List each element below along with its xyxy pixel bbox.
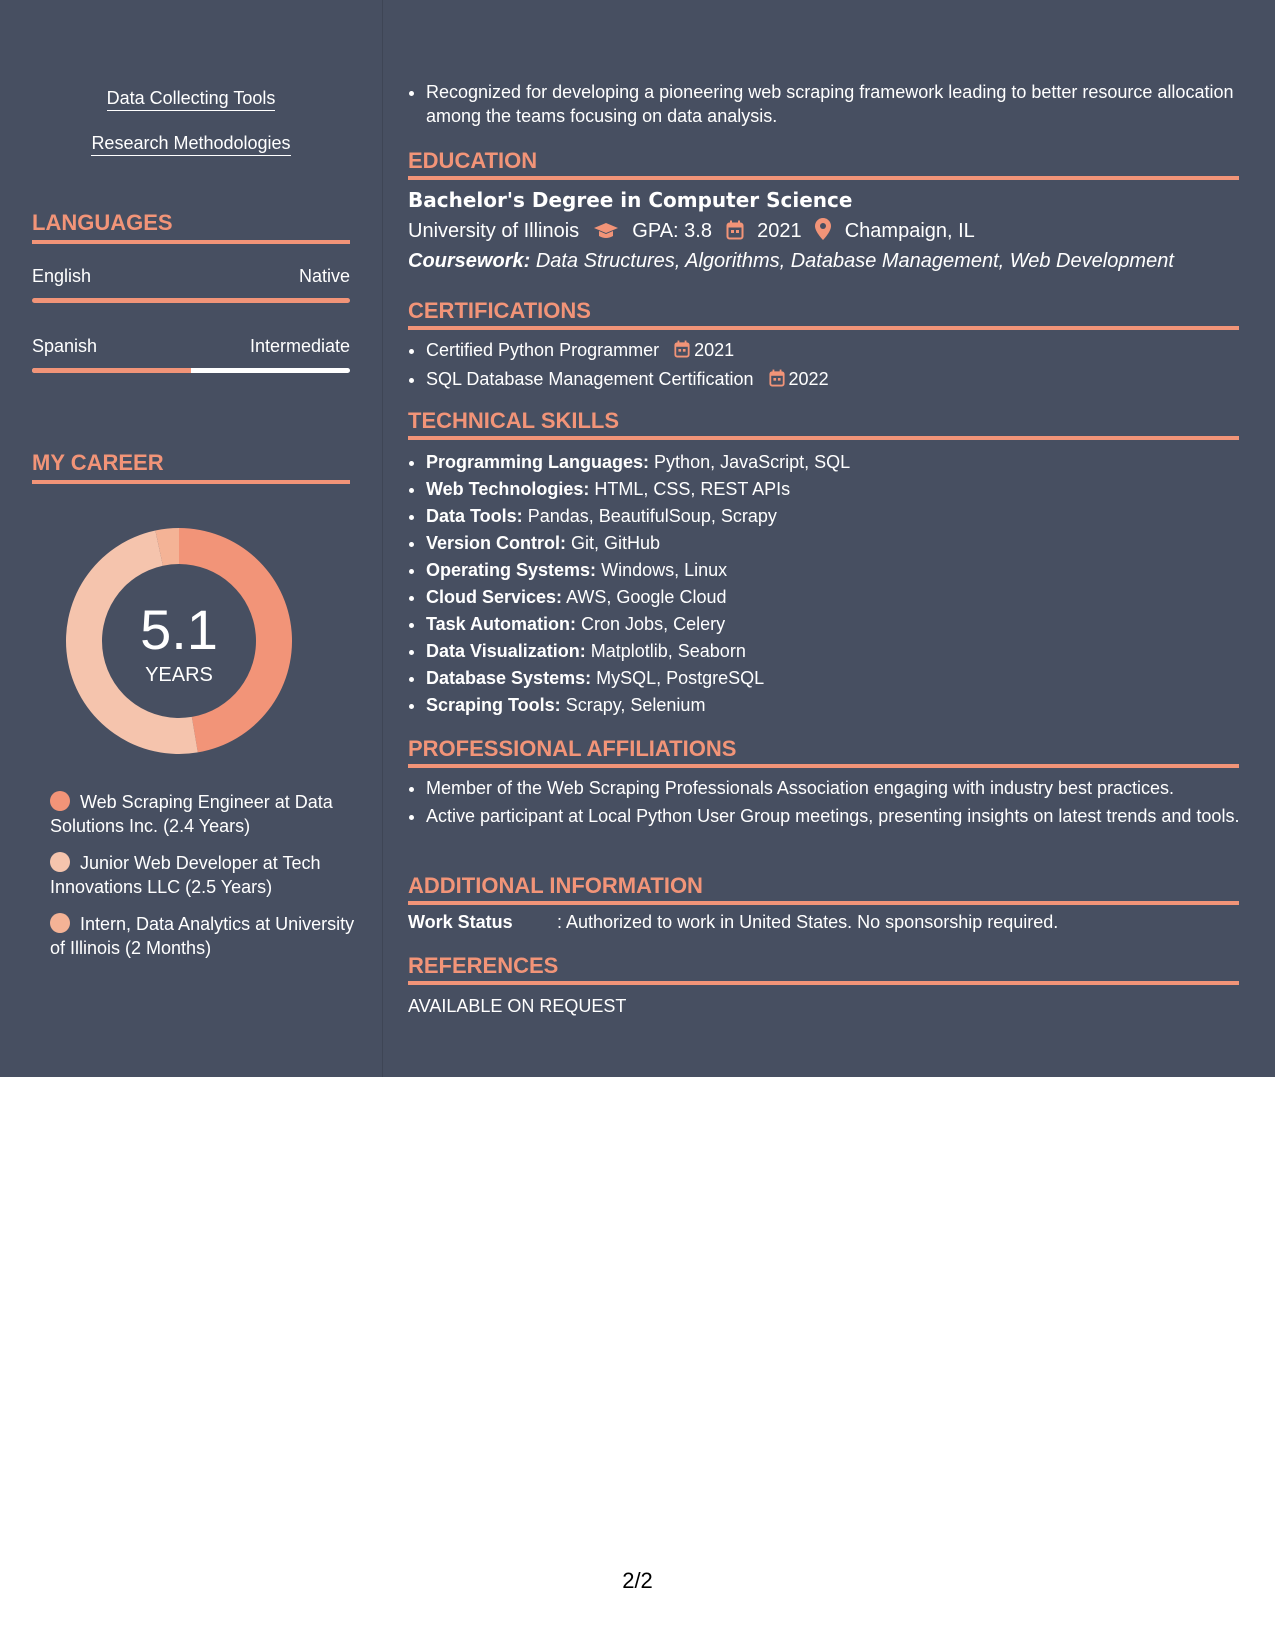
language-english: [32, 266, 350, 287]
technical-skill-label: Version Control:: [426, 533, 567, 553]
affiliations-list: [408, 776, 1257, 828]
skill-data-collecting-tools: [32, 88, 350, 109]
career-legend-label: Junior Web Developer at Tech Innovations LLC (2.5 Years): [50, 853, 321, 897]
affiliation-item: • Active participant at Local Python User Group meetings, presenting insights on latest trends and tools.: [426, 804, 1257, 828]
technical-skill-value: Windows, Linux: [601, 560, 728, 580]
technical-skill-item: [426, 504, 1257, 528]
references-heading: REFERENCES: [408, 953, 1239, 985]
technical-skill-label: Cloud Services:: [426, 587, 563, 607]
technical-skill-label: Scraping Tools:: [426, 695, 561, 715]
certification-name: SQL Database Management Certification: [426, 369, 754, 389]
technical-skill-item: [426, 477, 1257, 501]
education-location: Champaign, IL: [844, 220, 975, 242]
technical-skills-list: [408, 450, 1257, 720]
certification-year: 2022: [788, 369, 829, 389]
career-legend-label: Intern, Data Analytics at University of Illinois (2 Months): [50, 914, 355, 958]
certification-name: Certified Python Programmer: [426, 340, 660, 360]
career-legend: [50, 790, 360, 973]
technical-skill-value: AWS, Google Cloud: [566, 587, 727, 607]
education-details: [408, 218, 975, 246]
university-name: University of Illinois: [408, 220, 580, 242]
career-legend-item: [50, 790, 360, 838]
certification-item: [426, 367, 1257, 393]
technical-skill-label: Programming Languages:: [426, 452, 650, 472]
technical-skill-item: [426, 450, 1257, 474]
skill-label: Research Methodologies: [91, 133, 290, 156]
language-level: Intermediate: [249, 336, 350, 356]
technical-skill-item: [426, 531, 1257, 555]
languages-heading: LANGUAGES: [32, 210, 350, 244]
technical-skill-label: Database Systems:: [426, 668, 592, 688]
affiliation-item: • Member of the Web Scraping Professionals Association engaging with industry best practices.: [426, 776, 1257, 800]
gpa: GPA: 3.8: [632, 220, 712, 242]
coursework-label: Coursework:: [408, 250, 531, 272]
language-bar-fill: [32, 368, 191, 373]
technical-skills-heading: TECHNICAL SKILLS: [408, 408, 1239, 440]
graduation-cap-icon: [593, 222, 619, 246]
career-heading: MY CAREER: [32, 450, 350, 484]
certification-year: 2021: [694, 340, 735, 360]
certifications-list: [408, 338, 1257, 393]
legend-dot-icon: [50, 852, 70, 872]
technical-skill-item: [426, 585, 1257, 609]
career-total-years: 5.1: [140, 598, 218, 661]
coursework: [408, 250, 1174, 273]
language-name: English: [32, 266, 92, 286]
graduation-year: 2021: [757, 220, 802, 242]
calendar-icon: [769, 369, 785, 393]
work-status: [408, 912, 1058, 933]
certifications-heading: CERTIFICATIONS: [408, 298, 1239, 330]
career-total-unit: YEARS: [145, 664, 213, 686]
work-status-label: Work Status: [408, 912, 513, 932]
skill-label: Data Collecting Tools: [107, 88, 276, 111]
language-bar-english: [32, 298, 350, 303]
career-legend-item: [50, 912, 360, 960]
technical-skill-label: Web Technologies:: [426, 479, 590, 499]
technical-skill-value: Cron Jobs, Celery: [581, 614, 726, 634]
technical-skill-label: Data Tools:: [426, 506, 523, 526]
sidebar-divider: [382, 0, 383, 1077]
education-heading: EDUCATION: [408, 148, 1239, 180]
coursework-list: Data Structures, Algorithms, Database Management, Web Development: [535, 250, 1174, 272]
career-legend-item: [50, 851, 360, 899]
legend-dot-icon: [50, 791, 70, 811]
technical-skill-item: [426, 666, 1257, 690]
career-legend-label: Web Scraping Engineer at Data Solutions Inc. (2.4 Years): [50, 792, 333, 836]
degree-title: Bachelor's Degree in Computer Science: [408, 188, 853, 212]
language-spanish: [32, 336, 350, 357]
additional-info-heading: ADDITIONAL INFORMATION: [408, 873, 1239, 905]
certification-item: [426, 338, 1257, 364]
technical-skill-label: Task Automation:: [426, 614, 577, 634]
location-pin-icon: [815, 218, 831, 246]
legend-dot-icon: [50, 913, 70, 933]
language-level: Native: [298, 266, 350, 286]
calendar-icon: [726, 220, 744, 246]
technical-skill-value: MySQL, PostgreSQL: [596, 668, 765, 688]
technical-skill-value: HTML, CSS, REST APIs: [594, 479, 791, 499]
technical-skill-value: Git, GitHub: [571, 533, 661, 553]
technical-skill-item: [426, 612, 1257, 636]
language-bar-spanish: [32, 368, 350, 373]
technical-skill-value: Scrapy, Selenium: [565, 695, 706, 715]
technical-skill-value: Pandas, BeautifulSoup, Scrapy: [527, 506, 777, 526]
technical-skill-item: [426, 693, 1257, 717]
technical-skill-value: Python, JavaScript, SQL: [654, 452, 851, 472]
work-status-value: : Authorized to work in United States. No sponsorship required.: [557, 912, 1059, 932]
technical-skill-item: [426, 639, 1257, 663]
technical-skill-item: [426, 558, 1257, 582]
references-text: AVAILABLE ON REQUEST: [408, 996, 627, 1016]
language-bar-fill: [32, 298, 350, 303]
skill-research-methodologies: [32, 133, 350, 154]
affiliations-heading: PROFESSIONAL AFFILIATIONS: [408, 736, 1239, 768]
page-number: 2/2: [622, 1568, 653, 1593]
language-name: Spanish: [32, 336, 98, 356]
technical-skill-label: Operating Systems:: [426, 560, 597, 580]
technical-skill-label: Data Visualization:: [426, 641, 586, 661]
calendar-icon: [674, 340, 690, 364]
experience-bullets: [408, 80, 1257, 128]
experience-bullet: • Recognized for developing a pioneering web scraping framework leading to better resource allocation among the teams focusing on data analysis.: [426, 80, 1257, 128]
technical-skill-value: Matplotlib, Seaborn: [590, 641, 746, 661]
